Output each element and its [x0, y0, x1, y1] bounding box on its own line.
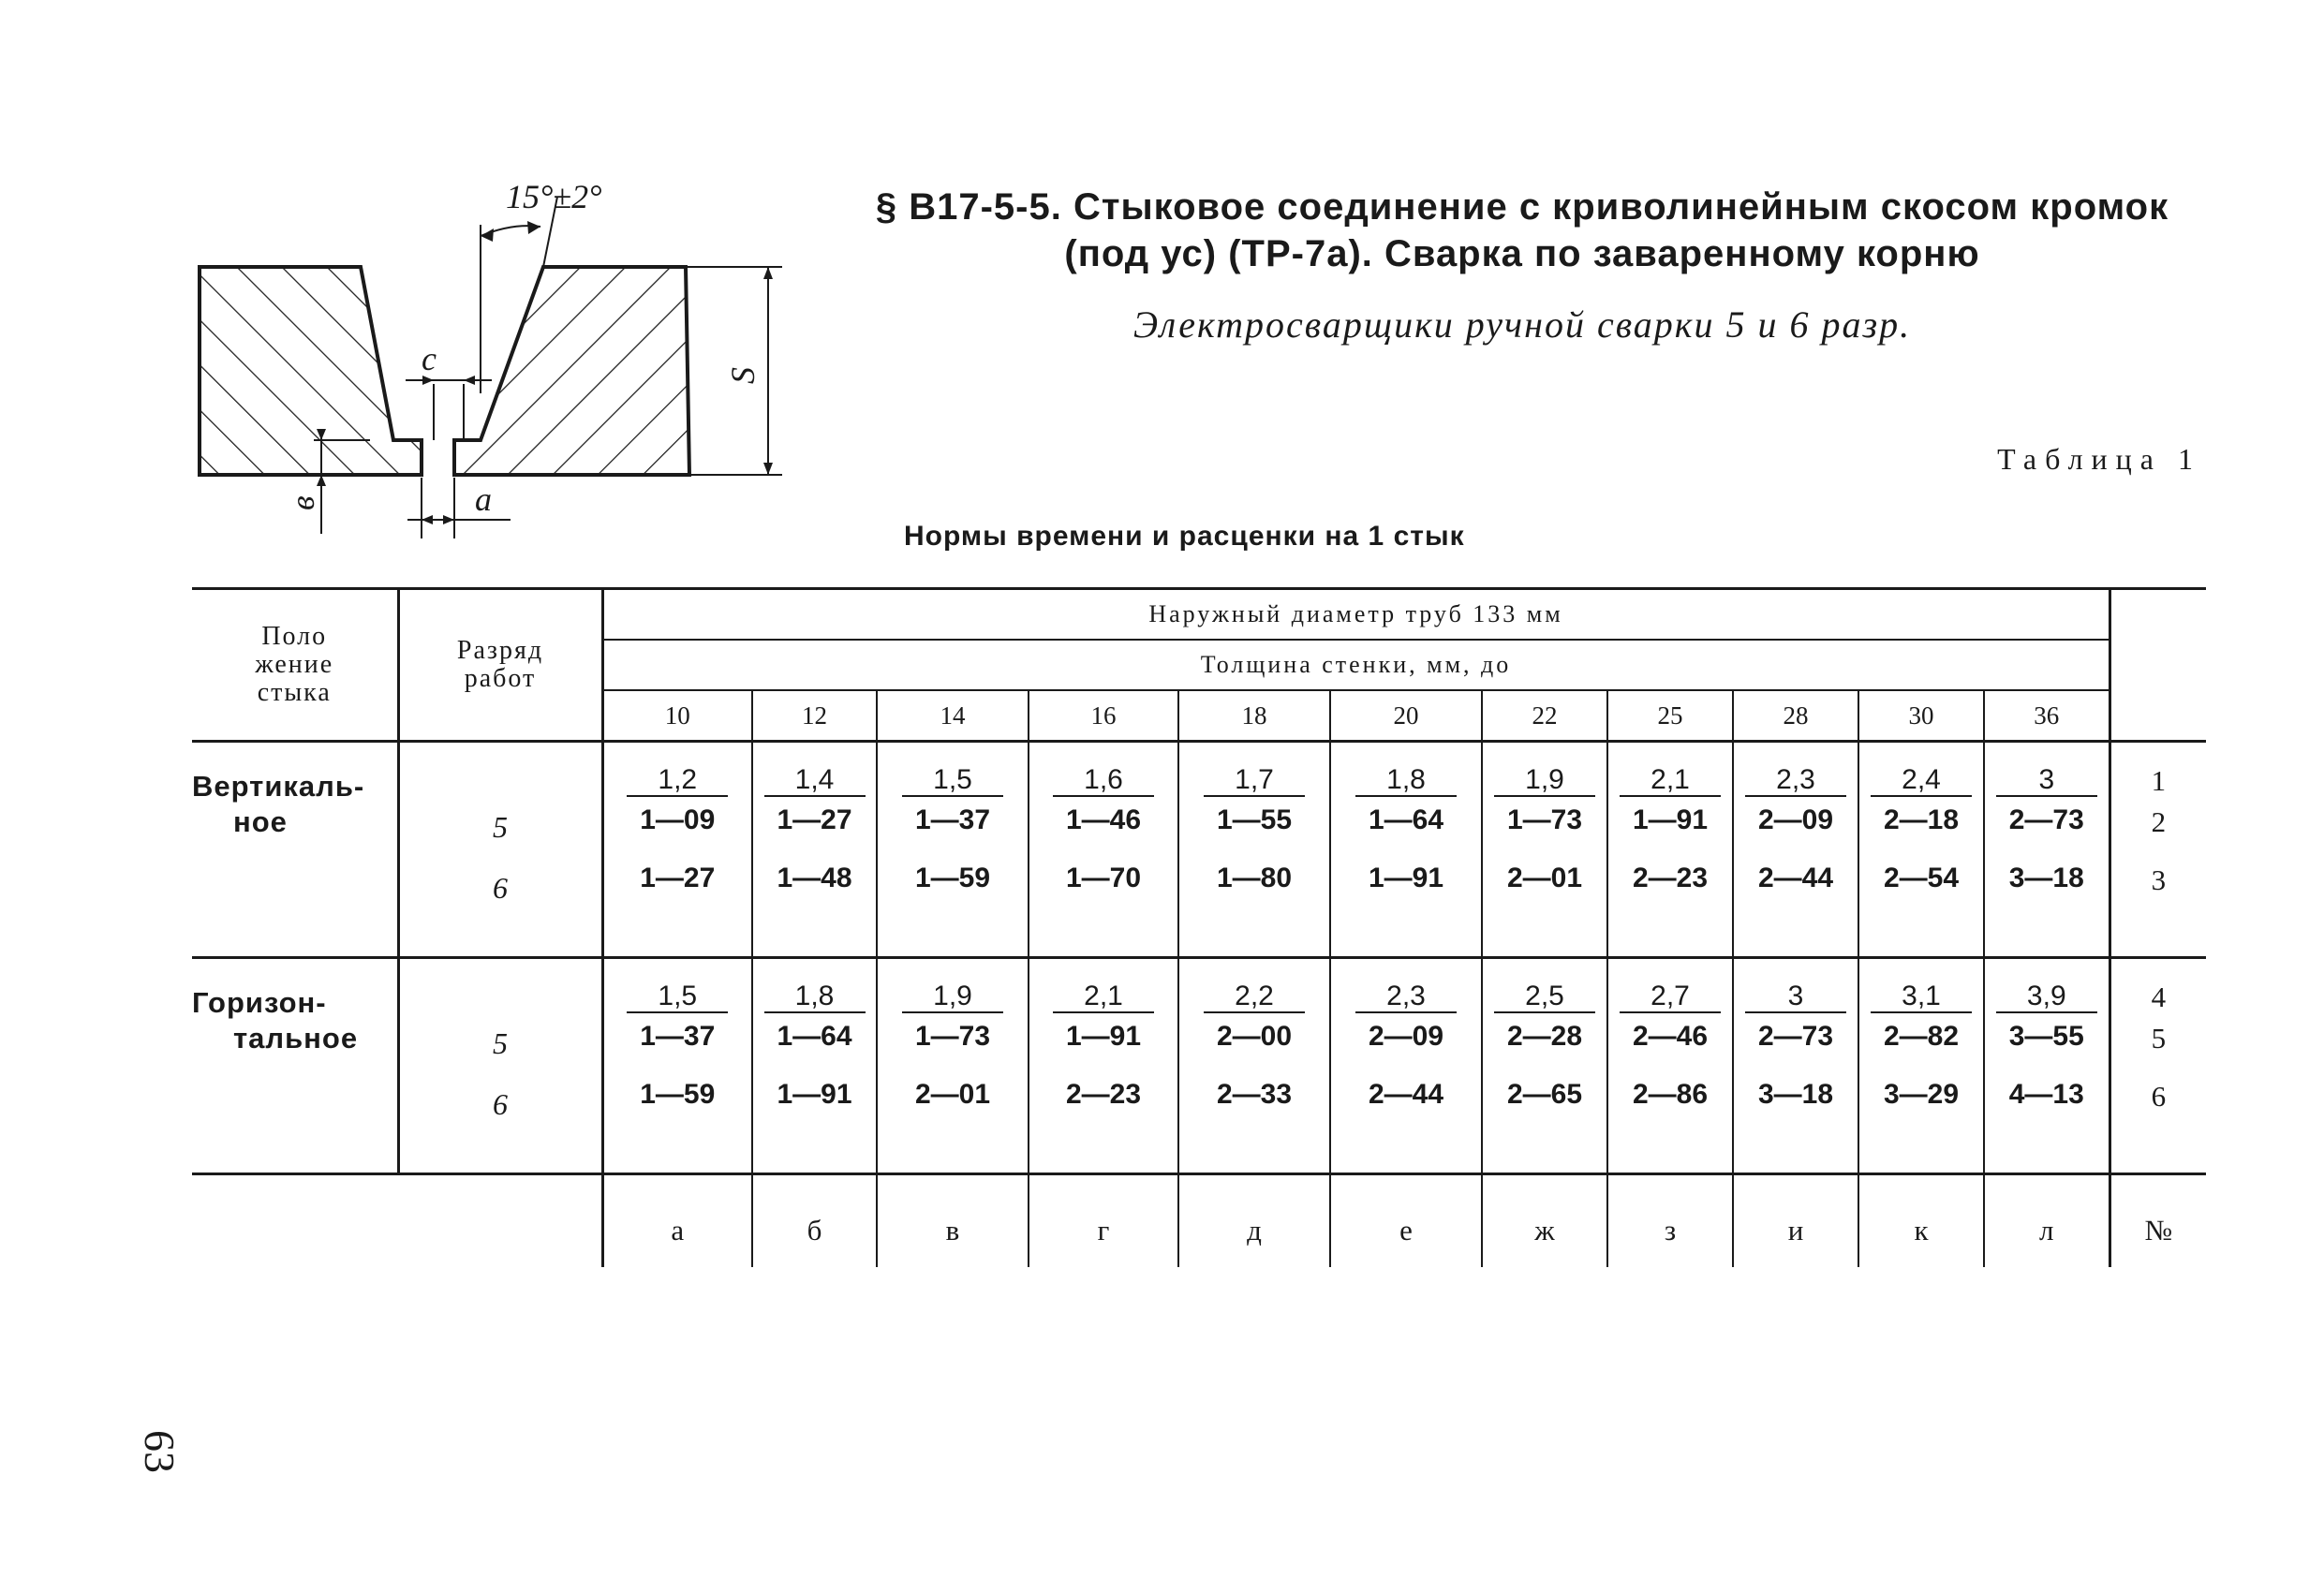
time-norm: 2,1	[1620, 765, 1721, 797]
column-letter: з	[1607, 1174, 1733, 1268]
price-grade-6: 2—01	[914, 1079, 991, 1110]
norm-stack	[1029, 959, 1177, 1111]
norms-table	[192, 587, 2206, 1267]
header-grade-line: Разряд	[456, 636, 544, 665]
norm-stack	[1608, 743, 1732, 894]
price-grade-6: 2—44	[1368, 1079, 1444, 1110]
time-norm: 2,3	[1355, 981, 1457, 1013]
norm-cell	[1178, 742, 1330, 958]
c-label: c	[422, 340, 437, 377]
grade-cell	[398, 742, 602, 958]
norm-stack	[1734, 743, 1858, 894]
price-grade-5: 1—64	[777, 1021, 852, 1052]
footer-empty	[192, 1174, 398, 1268]
price-grade-6: 1—70	[1065, 863, 1142, 893]
column-letter: л	[1984, 1174, 2109, 1268]
price-grade-5: 2—00	[1216, 1021, 1293, 1052]
row-number: 5	[2151, 1022, 2167, 1055]
column-letter: в	[877, 1174, 1029, 1268]
norm-stack	[604, 743, 752, 894]
norm-cell	[1330, 742, 1482, 958]
time-norm: 1,8	[1355, 765, 1457, 797]
time-norm: 3,1	[1871, 981, 1972, 1013]
time-norm: 1,5	[627, 981, 728, 1013]
workers-subtitle: Электросварщики ручной сварки 5 и 6 разр.	[1132, 303, 1912, 346]
grade-6: 6	[493, 871, 508, 905]
norm-stack	[1331, 743, 1481, 894]
norm-stack	[878, 743, 1028, 894]
time-norm: 1,9	[902, 981, 1003, 1013]
price-grade-6: 1—59	[914, 863, 991, 893]
price-grade-5: 1—73	[914, 1021, 991, 1052]
norm-cell	[877, 958, 1029, 1174]
price-grade-6: 1—91	[1368, 863, 1444, 893]
price-grade-5: 1—91	[1065, 1021, 1142, 1052]
price-grade-5: 1—64	[1368, 804, 1444, 835]
heading-line-1: § В17-5-5. Стыковое соединение с криволинейным скосом кромок	[875, 186, 2169, 228]
price-grade-5: 1—55	[1216, 804, 1293, 835]
time-norm: 2,7	[1620, 981, 1721, 1013]
row-numbers	[2109, 958, 2206, 1174]
b-label: в	[284, 495, 321, 510]
row-number: 4	[2151, 981, 2167, 1013]
joint-position-line: Вертикаль-	[192, 770, 365, 803]
norm-stack	[1331, 959, 1481, 1111]
time-norm: 1,9	[1494, 765, 1595, 797]
norm-cell	[877, 742, 1029, 958]
norm-stack	[753, 743, 876, 894]
price-grade-6: 2—33	[1216, 1079, 1293, 1110]
norm-cell	[752, 958, 877, 1174]
header-grade-line: работ	[464, 664, 537, 693]
price-grade-5: 2—73	[1757, 1021, 1834, 1052]
header-diameter: Наружный диаметр труб 133 мм	[602, 589, 2109, 641]
time-norm: 3	[1996, 765, 2097, 797]
header-thickness: Толщина стенки, мм, до	[602, 640, 2109, 690]
grade-6: 6	[493, 1087, 508, 1121]
price-grade-5: 2—28	[1506, 1021, 1583, 1052]
norm-stack	[1859, 743, 1983, 894]
time-norm: 2,1	[1053, 981, 1154, 1013]
row-number: 6	[2151, 1080, 2167, 1113]
norm-stack	[878, 959, 1028, 1111]
number-sign: №	[2109, 1174, 2206, 1268]
thickness-header: 14	[877, 690, 1029, 742]
header-position-line: жение	[255, 650, 334, 679]
section-heading	[848, 184, 2197, 277]
joint-position	[192, 742, 398, 958]
price-grade-6: 1—59	[640, 1079, 716, 1110]
thickness-header: 30	[1858, 690, 1984, 742]
table-label: Таблица 1	[1997, 442, 2201, 476]
time-norm: 2,3	[1745, 765, 1846, 797]
grade-cell	[398, 958, 602, 1174]
price-grade-6: 2—01	[1506, 863, 1583, 893]
grade-5: 5	[493, 810, 508, 844]
norm-cell	[1733, 742, 1858, 958]
row-numbers	[2109, 742, 2206, 958]
norm-cell	[602, 742, 752, 958]
time-norm: 2,4	[1871, 765, 1972, 797]
norm-cell	[1178, 958, 1330, 1174]
norm-stack	[1179, 743, 1329, 894]
norm-cell	[1858, 742, 1984, 958]
price-grade-6: 2—86	[1632, 1079, 1709, 1110]
price-grade-5: 1—91	[1632, 804, 1709, 835]
time-norm: 1,6	[1053, 765, 1154, 797]
price-grade-5: 1—09	[640, 804, 716, 835]
thickness-header: 25	[1607, 690, 1733, 742]
price-grade-5: 2—82	[1883, 1021, 1960, 1052]
grade-5: 5	[493, 1026, 508, 1060]
time-norm: 2,2	[1204, 981, 1305, 1013]
norm-cell	[1984, 742, 2109, 958]
table-caption: Нормы времени и расценки на 1 стык	[904, 521, 1465, 552]
column-letter: е	[1330, 1174, 1482, 1268]
price-grade-5: 1—46	[1065, 804, 1142, 835]
page-number: 63	[136, 1430, 184, 1473]
time-norm: 2,5	[1494, 981, 1595, 1013]
angle-label: 15°±2°	[506, 178, 602, 215]
price-grade-5: 2—09	[1757, 804, 1834, 835]
column-letter: и	[1733, 1174, 1858, 1268]
column-letter: к	[1858, 1174, 1984, 1268]
norm-cell	[1607, 742, 1733, 958]
price-grade-5: 2—73	[2008, 804, 2084, 835]
norm-cell	[1733, 958, 1858, 1174]
a-label: a	[475, 480, 492, 518]
time-norm: 1,2	[627, 765, 728, 797]
price-grade-6: 2—23	[1065, 1079, 1142, 1110]
norm-stack	[604, 959, 752, 1111]
norm-cell	[602, 958, 752, 1174]
price-grade-5: 2—09	[1368, 1021, 1444, 1052]
column-letter: г	[1029, 1174, 1178, 1268]
price-grade-6: 3—18	[2008, 863, 2084, 893]
price-grade-6: 1—27	[640, 863, 716, 893]
time-norm: 3,9	[1996, 981, 2097, 1013]
norm-stack	[1179, 959, 1329, 1111]
norm-cell	[1482, 958, 1607, 1174]
price-grade-5: 2—46	[1632, 1021, 1709, 1052]
norm-cell	[1482, 742, 1607, 958]
norm-stack	[1734, 959, 1858, 1111]
s-label: S	[724, 367, 762, 384]
thickness-header: 22	[1482, 690, 1607, 742]
norm-stack	[1483, 743, 1606, 894]
price-grade-5: 1—27	[777, 804, 852, 835]
thickness-header: 16	[1029, 690, 1178, 742]
price-grade-6: 3—29	[1883, 1079, 1960, 1110]
time-norm: 1,8	[764, 981, 866, 1013]
heading-line-2: (под ус) (ТР-7а). Сварка по заваренному корню	[1064, 233, 1980, 274]
norm-stack	[1985, 959, 2109, 1111]
price-grade-5: 1—73	[1506, 804, 1583, 835]
norm-cell	[1607, 958, 1733, 1174]
header-grade	[398, 589, 602, 742]
row-number: 3	[2151, 863, 2167, 896]
thickness-header: 28	[1733, 690, 1858, 742]
row-number: 1	[2151, 764, 2167, 797]
price-grade-6: 2—23	[1632, 863, 1709, 893]
header-position-line: Поло	[261, 622, 328, 651]
thickness-header: 20	[1330, 690, 1482, 742]
price-grade-6: 1—91	[777, 1079, 852, 1110]
joint-position-line: тальное	[233, 1022, 359, 1055]
time-norm: 3	[1745, 981, 1846, 1013]
norm-stack	[1985, 743, 2109, 894]
thickness-header: 36	[1984, 690, 2109, 742]
thickness-header: 12	[752, 690, 877, 742]
norm-stack	[1029, 743, 1177, 894]
header-empty	[2109, 589, 2206, 742]
weld-joint-drawing	[183, 169, 820, 562]
norm-cell	[1984, 958, 2109, 1174]
norm-cell	[752, 742, 877, 958]
price-grade-6: 2—65	[1506, 1079, 1583, 1110]
price-grade-5: 1—37	[640, 1021, 716, 1052]
header-position	[192, 589, 398, 742]
price-grade-5: 1—37	[914, 804, 991, 835]
norm-cell	[1858, 958, 1984, 1174]
price-grade-6: 2—54	[1883, 863, 1960, 893]
norm-cell	[1029, 958, 1178, 1174]
thickness-header: 18	[1178, 690, 1330, 742]
joint-position-line: Горизон-	[192, 986, 327, 1019]
column-letter: ж	[1482, 1174, 1607, 1268]
price-grade-6: 1—48	[777, 863, 852, 893]
norm-stack	[1859, 959, 1983, 1111]
column-letter: д	[1178, 1174, 1330, 1268]
thickness-header: 10	[602, 690, 752, 742]
joint-position	[192, 958, 398, 1174]
price-grade-5: 2—18	[1883, 804, 1960, 835]
norm-stack	[1608, 959, 1732, 1111]
time-norm: 1,5	[902, 765, 1003, 797]
norm-cell	[1029, 742, 1178, 958]
price-grade-6: 3—18	[1757, 1079, 1834, 1110]
price-grade-6: 1—80	[1216, 863, 1293, 893]
column-letter: б	[752, 1174, 877, 1268]
header-position-line: стыка	[257, 678, 332, 707]
price-grade-6: 2—44	[1757, 863, 1834, 893]
norm-cell	[1330, 958, 1482, 1174]
footer-empty	[398, 1174, 602, 1268]
joint-position-line: ное	[233, 805, 288, 838]
time-norm: 1,4	[764, 765, 866, 797]
norm-stack	[753, 959, 876, 1111]
column-letter: а	[602, 1174, 752, 1268]
time-norm: 1,7	[1204, 765, 1305, 797]
price-grade-5: 3—55	[2008, 1021, 2084, 1052]
row-number: 2	[2151, 805, 2167, 838]
norm-stack	[1483, 959, 1606, 1111]
price-grade-6: 4—13	[2008, 1079, 2084, 1110]
